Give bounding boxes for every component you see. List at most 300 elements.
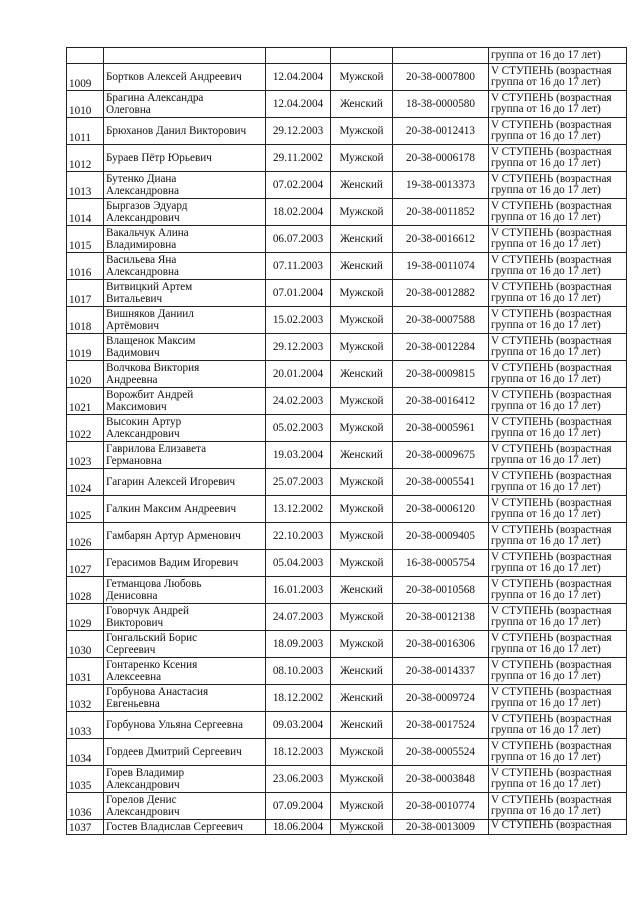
table-row <box>67 64 627 91</box>
level-cell <box>489 64 627 91</box>
table-row <box>67 415 627 442</box>
level-cell <box>489 388 627 415</box>
full-name-line2: Сергеевич <box>106 644 156 656</box>
row-number-cell <box>67 712 104 739</box>
row-number-cell <box>67 685 104 712</box>
full-name-line2: Германовна <box>106 455 162 467</box>
level-line2: группа от 16 до 17 лет) <box>491 616 601 628</box>
uin: 20-38-0012882 <box>406 287 475 299</box>
level-line1: V СТУПЕНЬ (возрастная <box>491 577 612 590</box>
level-cell <box>489 469 627 496</box>
uin-cell <box>393 253 489 280</box>
sex: Мужской <box>339 476 384 488</box>
table-row <box>67 226 627 253</box>
level-cell <box>489 172 627 199</box>
level-cell <box>489 739 627 766</box>
uin-cell <box>393 199 489 226</box>
full-name-line1: Горбунова Ульяна Сергеевна <box>106 719 244 731</box>
level-line2: группа от 16 до 17 лет) <box>491 535 601 547</box>
birth-date-cell <box>266 577 331 604</box>
birth-date-cell <box>266 145 331 172</box>
birth-date-cell <box>266 631 331 658</box>
name-cell <box>104 820 266 835</box>
full-name-line1: Ворожбит Андрей <box>106 389 194 401</box>
name-cell <box>104 118 266 145</box>
full-name-line2: Александровна <box>106 266 179 278</box>
uin: 20-38-0010774 <box>406 800 475 812</box>
uin-cell <box>393 415 489 442</box>
level-line1: V СТУПЕНЬ (возрастная <box>491 334 612 347</box>
uin: 20-38-0005541 <box>406 476 475 488</box>
sex: Мужской <box>339 395 384 407</box>
row-number: 1022 <box>69 429 92 441</box>
full-name-line2: Владимировна <box>106 239 177 251</box>
birth-date: 16.01.2003 <box>272 584 324 596</box>
uin-cell <box>393 658 489 685</box>
table-row <box>67 685 627 712</box>
sex-cell <box>331 685 393 712</box>
full-name-line1: Горев Владимир <box>106 767 185 779</box>
level-line1: V СТУПЕНЬ (возрастная <box>491 685 612 698</box>
level-cell <box>489 685 627 712</box>
sex: Мужской <box>339 287 384 299</box>
birth-date: 07.09.2004 <box>272 800 324 812</box>
full-name-line1: Гонгальский Борис <box>106 632 198 644</box>
level-cell <box>489 280 627 307</box>
birth-date-cell <box>266 550 331 577</box>
table-row <box>67 550 627 577</box>
birth-date: 18.02.2004 <box>272 206 324 218</box>
row-number: 1035 <box>69 780 92 792</box>
level-line2: группа от 16 до 17 лет) <box>491 157 601 169</box>
full-name-line1: Васильева Яна <box>106 254 177 266</box>
level-line2: группа от 16 до 17 лет) <box>491 130 601 142</box>
level-cell <box>489 523 627 550</box>
birth-date: 29.12.2003 <box>272 341 324 353</box>
name-cell <box>104 91 266 118</box>
uin: 20-38-0006178 <box>406 152 475 164</box>
row-number-cell <box>67 226 104 253</box>
level-line1: V СТУПЕНЬ (возрастная <box>491 145 612 158</box>
birth-date-cell <box>266 91 331 118</box>
full-name-line1: Брагина Александра <box>106 92 204 104</box>
birth-date: 07.01.2004 <box>272 287 324 299</box>
row-number: 1027 <box>69 564 92 576</box>
level-cell <box>489 361 627 388</box>
full-name-line1: Брюханов Данил Викторович <box>106 125 247 137</box>
row-number: 1018 <box>69 321 92 333</box>
row-number-cell <box>67 388 104 415</box>
sex-cell <box>331 48 393 64</box>
full-name-line1: Влащенок Максим <box>106 335 196 347</box>
uin-cell <box>393 172 489 199</box>
full-name-line2: Андреевна <box>106 374 158 386</box>
full-name-line2: Вадимович <box>106 347 160 359</box>
table-row <box>67 820 627 835</box>
sex: Мужской <box>339 341 384 353</box>
sex: Мужской <box>339 746 384 758</box>
full-name-line1: Гордеев Дмитрий Сергеевич <box>106 746 242 758</box>
name-cell <box>104 307 266 334</box>
level-cell <box>489 712 627 739</box>
row-number: 1013 <box>69 186 92 198</box>
level-line2: группа от 16 до 17 лет) <box>491 778 601 790</box>
uin: 20-38-0013009 <box>406 821 475 833</box>
level-line1: V СТУПЕНЬ (возрастная <box>491 415 612 428</box>
row-number-cell <box>67 577 104 604</box>
sex: Мужской <box>339 314 384 326</box>
uin: 19-38-0013373 <box>406 179 475 191</box>
sex: Женский <box>340 179 383 191</box>
sex-cell <box>331 550 393 577</box>
sex: Мужской <box>339 422 384 434</box>
birth-date: 18.12.2002 <box>272 692 324 704</box>
sex-cell <box>331 820 393 835</box>
sex: Мужской <box>339 503 384 515</box>
level-line2: группа от 16 до 17 лет) <box>491 454 601 466</box>
row-number-cell <box>67 820 104 835</box>
full-name-line1: Галкин Максим Андреевич <box>106 503 237 515</box>
birth-date-cell <box>266 199 331 226</box>
row-number-cell <box>67 280 104 307</box>
uin: 20-38-0016612 <box>406 233 475 245</box>
level-line2: группа от 16 до 17 лет) <box>491 427 601 439</box>
level-line2: группа от 16 до 17 лет) <box>491 319 601 331</box>
level-line2: группа от 16 до 17 лет) <box>491 400 601 412</box>
level-cell <box>489 631 627 658</box>
sex-cell <box>331 388 393 415</box>
name-cell <box>104 361 266 388</box>
row-number: 1028 <box>69 591 92 603</box>
birth-date: 06.07.2003 <box>272 233 324 245</box>
level-line1: V СТУПЕНЬ (возрастная <box>491 469 612 482</box>
level-line2: группа от 16 до 17 лет) <box>491 751 601 763</box>
level-cell <box>489 793 627 820</box>
full-name-line2: Викторович <box>106 617 164 629</box>
sex-cell <box>331 739 393 766</box>
birth-date-cell <box>266 280 331 307</box>
level-cell <box>489 496 627 523</box>
name-cell <box>104 172 266 199</box>
row-number: 1012 <box>69 159 92 171</box>
level-cell <box>489 766 627 793</box>
level-line1: V СТУПЕНЬ (возрастная <box>491 280 612 293</box>
level-line2: группа от 16 до 17 лет) <box>491 589 601 601</box>
birth-date: 19.03.2004 <box>272 449 324 461</box>
birth-date: 18.06.2004 <box>272 821 324 833</box>
full-name-line2: Денисовна <box>106 590 158 602</box>
sex-cell <box>331 496 393 523</box>
table-row <box>67 91 627 118</box>
uin: 20-38-0010568 <box>406 584 475 596</box>
level-line1: V СТУПЕНЬ (возрастная <box>491 793 612 806</box>
name-cell <box>104 604 266 631</box>
table-row <box>67 739 627 766</box>
row-number: 1020 <box>69 375 92 387</box>
level-line2: группа от 16 до 17 лет) <box>491 103 601 115</box>
sex: Мужской <box>339 638 384 650</box>
name-cell <box>104 739 266 766</box>
row-number-cell <box>67 631 104 658</box>
sex: Мужской <box>339 71 384 83</box>
sex: Мужской <box>339 800 384 812</box>
uin-cell <box>393 793 489 820</box>
uin-cell <box>393 64 489 91</box>
uin-cell <box>393 739 489 766</box>
level-line1: V СТУПЕНЬ (возрастная <box>491 199 612 212</box>
uin: 20-38-0009405 <box>406 530 475 542</box>
uin-cell <box>393 550 489 577</box>
row-number: 1017 <box>69 294 92 306</box>
birth-date-cell <box>266 469 331 496</box>
full-name-line1: Гостев Владислав Сергеевич <box>106 821 243 833</box>
birth-date: 29.12.2003 <box>272 125 324 137</box>
full-name-line2: Артёмович <box>106 320 159 332</box>
row-number: 1021 <box>69 402 92 414</box>
birth-date: 09.03.2004 <box>272 719 324 731</box>
full-name-line1: Гаврилова Елизавета <box>106 443 207 455</box>
uin: 20-38-0011852 <box>406 206 475 218</box>
table-row <box>67 280 627 307</box>
name-cell <box>104 226 266 253</box>
birth-date: 18.12.2003 <box>272 746 324 758</box>
row-number: 1011 <box>69 132 91 144</box>
uin-cell <box>393 145 489 172</box>
level-cell <box>489 91 627 118</box>
full-name-line2: Витальевич <box>106 293 163 305</box>
birth-date-cell <box>266 361 331 388</box>
table-row <box>67 523 627 550</box>
sex: Мужской <box>339 611 384 623</box>
full-name-line1: Бутенко Диана <box>106 173 177 185</box>
name-cell <box>104 48 266 64</box>
full-name-line2: Александрович <box>106 779 180 791</box>
name-cell <box>104 145 266 172</box>
row-number: 1023 <box>69 456 92 468</box>
uin: 20-38-0012413 <box>406 125 475 137</box>
name-cell <box>104 793 266 820</box>
table-row <box>67 361 627 388</box>
row-number-cell <box>67 118 104 145</box>
row-number: 1034 <box>69 753 92 765</box>
birth-date: 18.09.2003 <box>272 638 324 650</box>
name-cell <box>104 253 266 280</box>
name-cell <box>104 64 266 91</box>
table-row <box>67 388 627 415</box>
level-cell <box>489 442 627 469</box>
uin: 20-38-0009815 <box>406 368 475 380</box>
table-row <box>67 172 627 199</box>
uin-cell <box>393 820 489 835</box>
name-cell <box>104 469 266 496</box>
level-text: группа от 16 до 17 лет) <box>491 48 601 61</box>
level-line2: группа от 16 до 17 лет) <box>491 481 601 493</box>
sex-cell <box>331 172 393 199</box>
full-name-line1: Гамбарян Артур Арменович <box>106 530 241 542</box>
uin: 20-38-0006120 <box>406 503 475 515</box>
level-line2: группа от 16 до 17 лет) <box>491 265 601 277</box>
level-cell <box>489 550 627 577</box>
row-number-cell <box>67 604 104 631</box>
name-cell <box>104 442 266 469</box>
sex-cell <box>331 712 393 739</box>
sex-cell <box>331 658 393 685</box>
uin: 16-38-0005754 <box>406 557 475 569</box>
uin: 20-38-0003848 <box>406 773 475 785</box>
birth-date: 23.06.2003 <box>272 773 324 785</box>
level-cell <box>489 820 627 835</box>
birth-date-cell <box>266 604 331 631</box>
uin-cell <box>393 766 489 793</box>
level-line1: V СТУПЕНЬ (возрастная <box>491 766 612 779</box>
row-number-cell <box>67 442 104 469</box>
table-row <box>67 631 627 658</box>
uin-cell <box>393 631 489 658</box>
level-line2: группа от 16 до 17 лет) <box>491 562 601 574</box>
full-name-line1: Горелов Денис <box>106 794 177 806</box>
table-row <box>67 766 627 793</box>
row-number-cell <box>67 523 104 550</box>
level-line1: V СТУПЕНЬ (возрастная <box>491 604 612 617</box>
row-number: 1024 <box>69 483 92 495</box>
birth-date: 29.11.2002 <box>273 152 323 164</box>
row-number-cell <box>67 469 104 496</box>
sex-cell <box>331 442 393 469</box>
row-number-cell <box>67 496 104 523</box>
level-line1: V СТУПЕНЬ (возрастная <box>491 819 612 831</box>
name-cell <box>104 685 266 712</box>
birth-date-cell <box>266 307 331 334</box>
name-cell <box>104 388 266 415</box>
sex: Женский <box>340 584 383 596</box>
sex-cell <box>331 253 393 280</box>
name-cell <box>104 658 266 685</box>
row-number-cell <box>67 550 104 577</box>
level-line1: V СТУПЕНЬ (возрастная <box>491 658 612 671</box>
level-cell <box>489 145 627 172</box>
uin-cell <box>393 604 489 631</box>
row-number: 1036 <box>69 807 92 819</box>
birth-date-cell <box>266 739 331 766</box>
table-row <box>67 199 627 226</box>
level-line2: группа от 16 до 17 лет) <box>491 724 601 736</box>
sex: Мужской <box>339 152 384 164</box>
row-number: 1010 <box>69 105 92 117</box>
sex: Женский <box>340 98 383 110</box>
row-number: 1025 <box>69 510 92 522</box>
name-cell <box>104 334 266 361</box>
birth-date-cell <box>266 253 331 280</box>
table-row <box>67 253 627 280</box>
birth-date-cell <box>266 523 331 550</box>
row-number: 1015 <box>69 240 92 252</box>
level-line1: V СТУПЕНЬ (возрастная <box>491 307 612 320</box>
full-name-line1: Герасимов Вадим Игоревич <box>106 557 239 569</box>
full-name-line2: Алексеевна <box>106 671 162 683</box>
level-line1: V СТУПЕНЬ (возрастная <box>491 91 612 104</box>
level-line2: группа от 16 до 17 лет) <box>491 373 601 385</box>
full-name-line2: Александрович <box>106 428 180 440</box>
full-name-line2: Александровна <box>106 185 179 197</box>
uin: 20-38-0007588 <box>406 314 475 326</box>
table-row <box>67 577 627 604</box>
table-row <box>67 307 627 334</box>
row-number: 1009 <box>69 78 92 90</box>
name-cell <box>104 280 266 307</box>
birth-date: 24.02.2003 <box>272 395 324 407</box>
full-name-line1: Гагарин Алексей Игоревич <box>106 476 236 488</box>
birth-date-cell <box>266 48 331 64</box>
row-number-cell <box>67 172 104 199</box>
birth-date: 12.04.2004 <box>272 71 324 83</box>
table-row <box>67 145 627 172</box>
level-cell <box>489 577 627 604</box>
row-number: 1019 <box>69 348 92 360</box>
full-name-line1: Вишняков Даниил <box>106 308 194 320</box>
uin: 20-38-0017524 <box>406 719 475 731</box>
row-number-cell <box>67 64 104 91</box>
birth-date-cell <box>266 658 331 685</box>
uin: 20-38-0016306 <box>406 638 475 650</box>
full-name-line2: Александрович <box>106 212 180 224</box>
row-number-cell <box>67 91 104 118</box>
full-name-line1: Бураев Пётр Юрьевич <box>106 152 212 164</box>
level-cell <box>489 118 627 145</box>
uin-cell <box>393 307 489 334</box>
full-name-line2: Олеговна <box>106 104 151 116</box>
table-row <box>67 712 627 739</box>
table-row <box>67 496 627 523</box>
row-number-cell <box>67 334 104 361</box>
sex-cell <box>331 793 393 820</box>
sex: Женский <box>340 260 383 272</box>
uin-cell <box>393 577 489 604</box>
sex: Мужской <box>339 557 384 569</box>
birth-date: 25.07.2003 <box>272 476 324 488</box>
level-cell <box>489 334 627 361</box>
birth-date: 05.02.2003 <box>272 422 324 434</box>
row-number-cell <box>67 48 104 64</box>
sex-cell <box>331 226 393 253</box>
level-line1: V СТУПЕНЬ (возрастная <box>491 523 612 536</box>
uin-cell <box>393 388 489 415</box>
level-cell <box>489 415 627 442</box>
table-row <box>67 118 627 145</box>
level-line1: V СТУПЕНЬ (возрастная <box>491 388 612 401</box>
uin-cell <box>393 118 489 145</box>
sex: Женский <box>340 692 383 704</box>
full-name-line1: Горбунова Анастасия <box>106 686 209 698</box>
sex-cell <box>331 145 393 172</box>
name-cell <box>104 577 266 604</box>
uin: 20-38-0016412 <box>406 395 475 407</box>
level-cell <box>489 226 627 253</box>
row-number-cell <box>67 793 104 820</box>
uin: 18-38-0000580 <box>406 98 475 110</box>
full-name-line1: Быргазов Эдуард <box>106 200 188 212</box>
sex-cell <box>331 604 393 631</box>
full-name-line2: Александрович <box>106 806 180 818</box>
level-line1: V СТУПЕНЬ (возрастная <box>491 550 612 563</box>
table-row <box>67 604 627 631</box>
sex-cell <box>331 469 393 496</box>
uin-cell <box>393 496 489 523</box>
level-cell <box>489 658 627 685</box>
level-line1: V СТУПЕНЬ (возрастная <box>491 226 612 239</box>
row-number-cell <box>67 415 104 442</box>
name-cell <box>104 550 266 577</box>
table-row <box>67 658 627 685</box>
